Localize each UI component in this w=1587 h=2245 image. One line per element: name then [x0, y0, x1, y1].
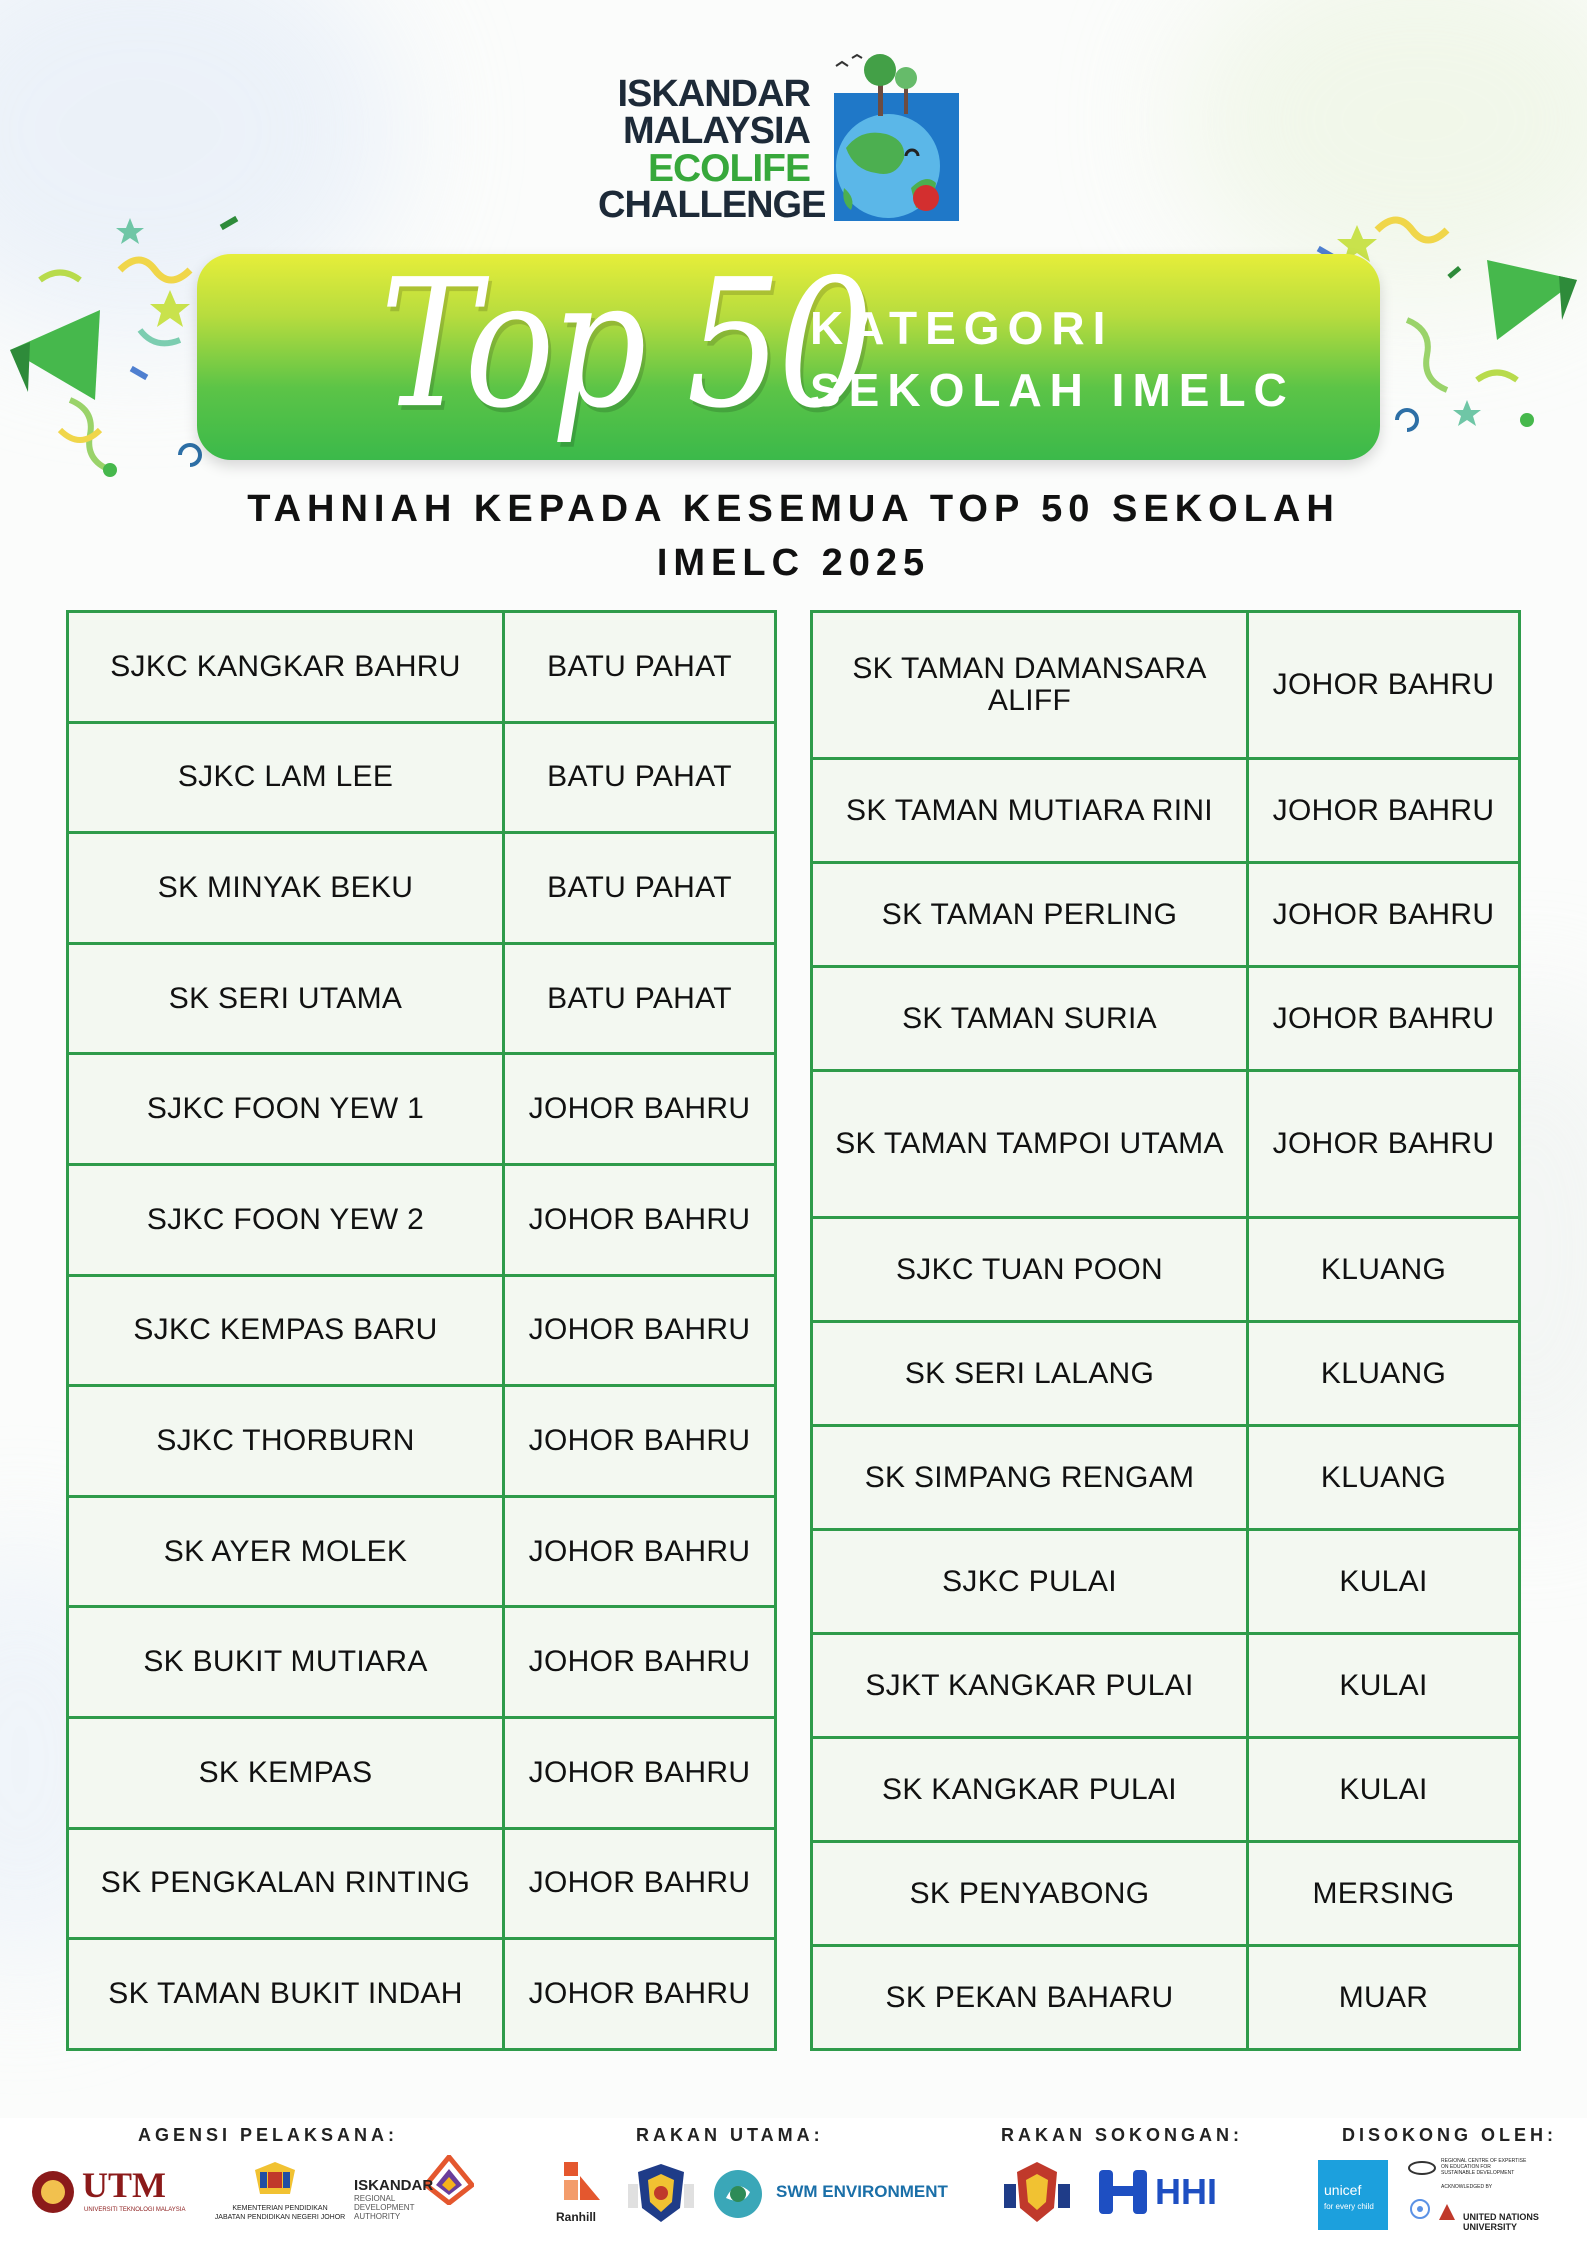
- table-row: [812, 1426, 1520, 1530]
- district-cell: KULAI: [1248, 1738, 1520, 1842]
- table-row: [68, 612, 776, 723]
- irda-logo: [352, 2155, 482, 2235]
- rce-line-3: SUSTAINABLE DEVELOPMENT: [1441, 2170, 1515, 2176]
- agensi-pelaksana-label: AGENSI PELAKSANA:: [138, 2125, 399, 2145]
- heading-line-2: IMELC 2025: [656, 542, 931, 584]
- banner-subtitle-line-1: KATEGORI: [810, 302, 1114, 354]
- swm-environment-logo: [712, 2168, 952, 2222]
- utm-wordmark: UTM: [82, 2165, 166, 2205]
- utm-subtitle: UNIVERSITI TEKNOLOGI MALAYSIA: [84, 2207, 186, 2213]
- school-name-cell: SK KANGKAR PULAI: [812, 1738, 1248, 1842]
- table-row: [812, 1530, 1520, 1634]
- district-cell: JOHOR BAHRU: [1248, 612, 1520, 759]
- irda-line-4: AUTHORITY: [354, 2212, 401, 2221]
- kpm-line-2: JABATAN PENDIDIKAN NEGERI JOHOR: [214, 2214, 346, 2221]
- school-name-cell: SJKC FOON YEW 2: [68, 1164, 504, 1275]
- irda-line-2: REGIONAL: [354, 2194, 396, 2203]
- school-name-cell: SK MINYAK BEKU: [68, 833, 504, 944]
- school-name-cell: SJKC LAM LEE: [68, 722, 504, 833]
- school-name-cell: SK PEKAN BAHARU: [812, 1946, 1248, 2050]
- school-name-cell: SK SERI UTAMA: [68, 943, 504, 1054]
- utm-crest-icon: [30, 2169, 76, 2215]
- utm-logo: [30, 2165, 190, 2225]
- district-cell: JOHOR BAHRU: [504, 1496, 776, 1607]
- hhi-mark-icon: [1095, 2166, 1151, 2218]
- rce-mark-icon: [1407, 2160, 1437, 2176]
- district-cell: JOHOR BAHRU: [1248, 863, 1520, 967]
- table-row: [68, 1496, 776, 1607]
- logo-wordmark: [598, 73, 826, 226]
- table-row: [68, 1939, 776, 2050]
- district-cell: KLUANG: [1248, 1218, 1520, 1322]
- ranhill-logo: [552, 2158, 612, 2230]
- school-name-cell: SK TAMAN BUKIT INDAH: [68, 1939, 504, 2050]
- school-name-cell: SK TAMAN TAMPOI UTAMA: [812, 1071, 1248, 1218]
- school-name-cell: SK BUKIT MUTIARA: [68, 1607, 504, 1718]
- table-row: [812, 1634, 1520, 1738]
- rakan-utama-label: RAKAN UTAMA:: [636, 2125, 824, 2145]
- district-cell: JOHOR BAHRU: [1248, 967, 1520, 1071]
- irda-line-3: DEVELOPMENT: [354, 2203, 415, 2212]
- un-emblem-icon: [1409, 2198, 1431, 2220]
- table-row: [812, 1218, 1520, 1322]
- table-row: [68, 943, 776, 1054]
- district-cell: JOHOR BAHRU: [504, 1939, 776, 2050]
- unu-line-2: UNIVERSITY: [1463, 2222, 1518, 2232]
- table-row: [68, 722, 776, 833]
- district-cell: KLUANG: [1248, 1322, 1520, 1426]
- district-cell: KLUANG: [1248, 1426, 1520, 1530]
- school-name-cell: SK SIMPANG RENGAM: [812, 1426, 1248, 1530]
- iskandar-ecolife-logo: [598, 38, 958, 226]
- school-name-cell: SJKC KANGKAR BAHRU: [68, 612, 504, 723]
- school-name-cell: SJKC PULAI: [812, 1530, 1248, 1634]
- district-cell: JOHOR BAHRU: [504, 1164, 776, 1275]
- heading-line-1: TAHNIAH KEPADA KESEMUA TOP 50 SEKOLAH: [247, 488, 1340, 530]
- district-cell: JOHOR BAHRU: [504, 1275, 776, 1386]
- banner-subtitle-line-2: SEKOLAH IMELC: [810, 364, 1295, 416]
- school-name-cell: SJKT KANGKAR PULAI: [812, 1634, 1248, 1738]
- district-cell: JOHOR BAHRU: [504, 1386, 776, 1497]
- table-row: [812, 1842, 1520, 1946]
- district-cell: JOHOR BAHRU: [1248, 1071, 1520, 1218]
- table-row: [812, 1322, 1520, 1426]
- rce-line-1: REGIONAL CENTRE OF EXPERTISE: [1441, 2158, 1527, 2164]
- school-name-cell: SK PENYABONG: [812, 1842, 1248, 1946]
- schools-table-right: [810, 610, 1521, 2051]
- district-cell: KULAI: [1248, 1634, 1520, 1738]
- table-row: [812, 967, 1520, 1071]
- schools-table-left: [66, 610, 777, 2051]
- unu-line-0: ACKNOWLEDGED BY: [1441, 2184, 1493, 2190]
- table-row: [812, 612, 1520, 759]
- table-row: [812, 759, 1520, 863]
- school-name-cell: SK AYER MOLEK: [68, 1496, 504, 1607]
- district-cell: BATU PAHAT: [504, 722, 776, 833]
- district-cell: BATU PAHAT: [504, 833, 776, 944]
- table-row: [68, 1164, 776, 1275]
- table-row: [812, 863, 1520, 967]
- school-name-cell: SJKC TUAN POON: [812, 1218, 1248, 1322]
- unicef-tagline: for every child: [1324, 2202, 1374, 2211]
- district-cell: JOHOR BAHRU: [504, 1828, 776, 1939]
- district-cell: JOHOR BAHRU: [504, 1054, 776, 1165]
- logo-line-3: ECOLIFE: [647, 147, 810, 190]
- logo-line-4: CHALLENGE: [598, 184, 826, 226]
- unicef-wordmark: unicef: [1324, 2182, 1362, 2198]
- malaysia-crest-icon: [250, 2160, 300, 2200]
- hhi-logo: [1095, 2166, 1235, 2222]
- school-name-cell: SK SERI LALANG: [812, 1322, 1248, 1426]
- school-name-cell: SK TAMAN MUTIARA RINI: [812, 759, 1248, 863]
- table-row: [68, 1828, 776, 1939]
- unicef-logo: [1318, 2160, 1388, 2230]
- district-cell: BATU PAHAT: [504, 943, 776, 1054]
- district-cell: MERSING: [1248, 1842, 1520, 1946]
- district-cell: BATU PAHAT: [504, 612, 776, 723]
- logo-line-1: ISKANDAR: [617, 73, 810, 115]
- district-cell: MUAR: [1248, 1946, 1520, 2050]
- rakan-sokongan-label: RAKAN SOKONGAN:: [1001, 2125, 1243, 2145]
- hhi-wordmark: HHI: [1155, 2171, 1217, 2212]
- banner-title: Top 50: [380, 242, 870, 448]
- rce-line-2: ON EDUCATION FOR: [1441, 2164, 1491, 2170]
- table-row: [68, 1717, 776, 1828]
- logo-line-2: MALAYSIA: [623, 110, 810, 152]
- globe-icon: [816, 48, 961, 223]
- table-row: [68, 1054, 776, 1165]
- table-row: [812, 1946, 1520, 2050]
- table-row: [812, 1738, 1520, 1842]
- school-name-cell: SJKC THORBURN: [68, 1386, 504, 1497]
- school-name-cell: SK TAMAN PERLING: [812, 863, 1248, 967]
- ranhill-mark-icon: [560, 2158, 604, 2208]
- irda-line-1: ISKANDAR: [354, 2177, 434, 2194]
- district-cell: KULAI: [1248, 1530, 1520, 1634]
- table-row: [68, 1607, 776, 1718]
- district-cell: JOHOR BAHRU: [1248, 759, 1520, 863]
- disokong-oleh-label: DISOKONG OLEH:: [1342, 2125, 1558, 2145]
- school-name-cell: SK TAMAN SURIA: [812, 967, 1248, 1071]
- table-row: [68, 833, 776, 944]
- school-name-cell: SJKC KEMPAS BARU: [68, 1275, 504, 1386]
- unu-line-1: UNITED NATIONS: [1463, 2212, 1539, 2222]
- johor-state-crest-icon: [1002, 2158, 1072, 2228]
- school-name-cell: SK TAMAN DAMANSARA ALIFF: [812, 612, 1248, 759]
- school-name-cell: SK PENGKALAN RINTING: [68, 1828, 504, 1939]
- rce-unu-logo: [1405, 2158, 1565, 2238]
- district-cell: JOHOR BAHRU: [504, 1607, 776, 1718]
- congratulations-heading: [0, 482, 1587, 590]
- johor-crest-icon: [624, 2160, 698, 2228]
- district-cell: JOHOR BAHRU: [504, 1717, 776, 1828]
- kpm-logo: [195, 2160, 365, 2230]
- table-row: [812, 1071, 1520, 1218]
- banner-subtitle: [810, 297, 1295, 421]
- ranhill-wordmark: Ranhill: [556, 2210, 597, 2224]
- school-name-cell: SJKC FOON YEW 1: [68, 1054, 504, 1165]
- unu-mark-icon: [1437, 2202, 1457, 2222]
- table-row: [68, 1386, 776, 1497]
- kpm-line-1: KEMENTERIAN PENDIDIKAN: [232, 2205, 328, 2212]
- table-row: [68, 1275, 776, 1386]
- school-name-cell: SK KEMPAS: [68, 1717, 504, 1828]
- swm-wordmark: SWM ENVIRONMENT: [776, 2182, 948, 2201]
- swm-mark-icon: [712, 2168, 764, 2220]
